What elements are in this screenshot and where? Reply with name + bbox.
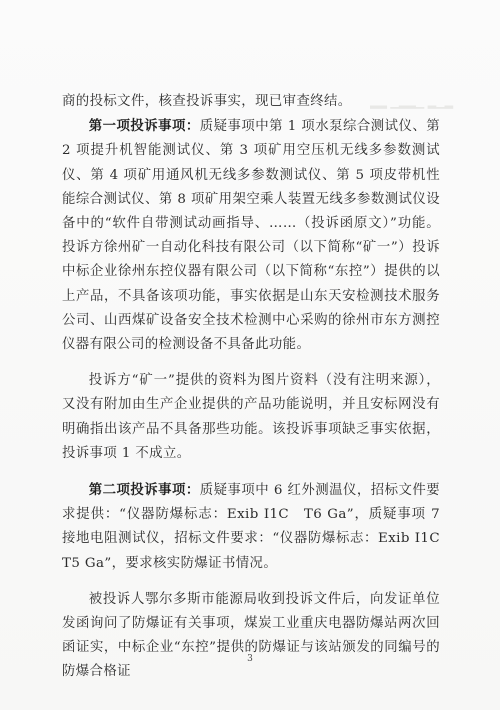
document-body (62, 90, 454, 685)
paragraph-text: 质疑事项中 6 红外测温仪，招标文件要求提供：“仪器防爆标志：Exib I1C T6 Ga”，质疑事项 7 接地电阻测试仪，招标文件要求：“仪器防爆标志：Exib I1C T5 Ga”，要求核实防爆证书情况。 (62, 483, 454, 571)
show-through-text: ▂▂ ▁▂▂▁ ▂▁▂ (370, 96, 454, 109)
page-number: 3 (247, 654, 253, 664)
paragraph-complaint-2 (62, 478, 454, 576)
paragraph-text: 质疑事项中第 1 项水泵综合测试仪、第 2 项提升机智能测试仪、第 3 项矿用空压机无线多参数测试仪、第 4 项矿用通风机无线多参数测试仪、第 5 项皮带机性能综合测试仪、第 8 项矿用架空乘人装置无线多参数测试仪设备中的“软件自带测试动画指导、……（投诉函原文）”功能。投诉方徐州矿一自动化科技有限公司（以下简称“矿一”）投诉中标企业徐州东控仪器有限公司（以下简称“东控”）提供的以上产品，不具备该项功能，事实依据是山东天安检测技术服务公司、山西煤矿设备安全技术检测中心采购的徐州市东方测控仪器有限公司的检测设备不具备此功能。 (62, 119, 440, 353)
paragraph-complaint-1 (62, 114, 440, 357)
complaint-1-heading: 第一项投诉事项： (88, 118, 200, 135)
paragraph-text: 投诉方“矿一”提供的资料为图片资料（没有注明来源），又没有附加由生产企业提供的产品功能说明，并且安标网没有明确指出该产品不具备那些功能。该投诉事项缺乏事实依据，投诉事项 1 不成立。 (62, 373, 440, 461)
paragraph-continuation (62, 90, 440, 114)
paragraph-complaint-2-response (62, 588, 440, 685)
paragraph-text: 商的投标文件，核查投诉事实，现已审查终结。 (62, 94, 352, 109)
paragraph-complaint-1-finding (62, 369, 440, 466)
complaint-2-heading: 第二项投诉事项： (88, 482, 200, 499)
paragraph-text: 被投诉人鄂尔多斯市能源局收到投诉文件后，向发证单位发函询问了防爆证有关事项，煤炭工业重庆电器防爆站两次回函证实，中标企业“东控”提供的防爆证与该站颁发的同编号的防爆合格证 (62, 591, 440, 680)
